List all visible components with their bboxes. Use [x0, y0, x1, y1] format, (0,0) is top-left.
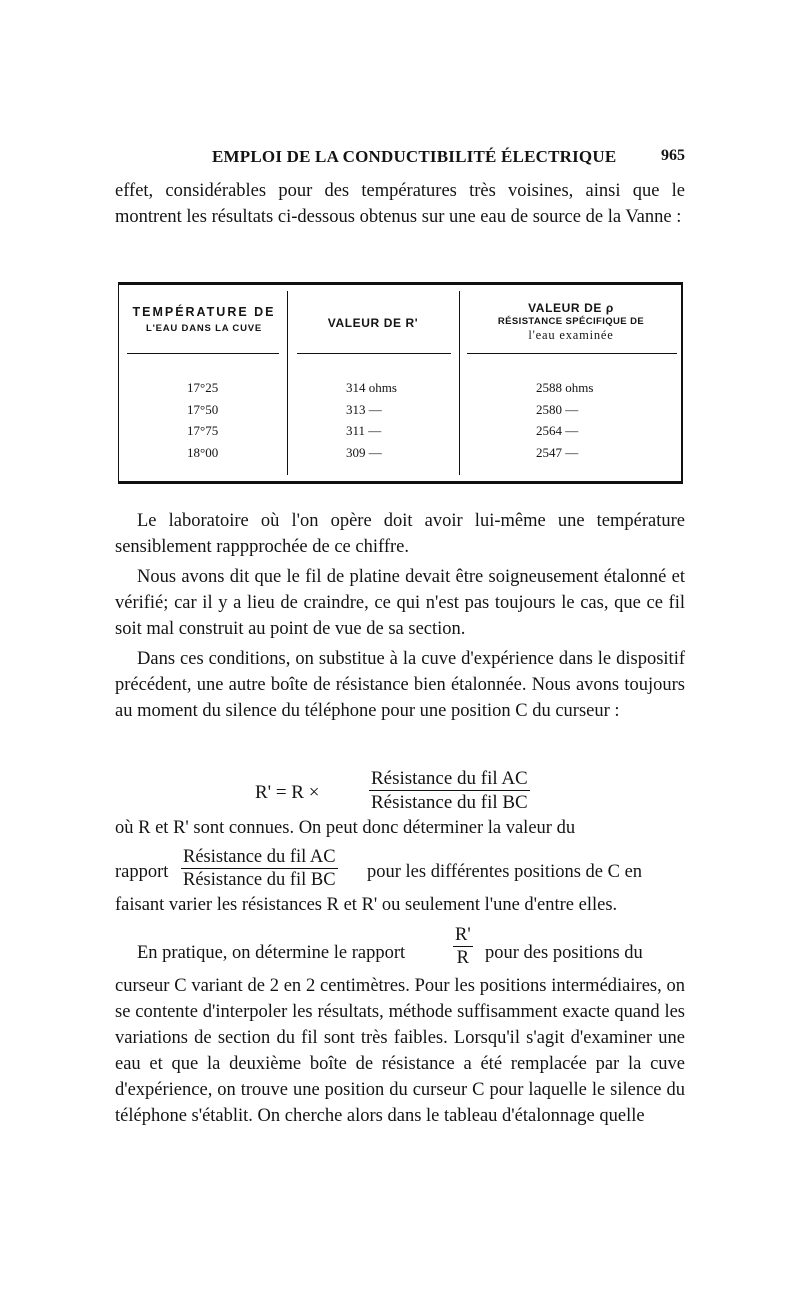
formula-fraction — [369, 768, 530, 815]
ratio-suffix: pour les différentes positions de C en — [367, 862, 643, 882]
r-prime-column — [346, 377, 397, 463]
practice-fraction — [453, 924, 473, 969]
table-cell-r: 309 — — [346, 444, 382, 460]
rho-column — [536, 377, 593, 463]
table-cell-r: 311 — — [346, 423, 382, 438]
text-line-known: où R et R' sont connues. On peut donc déterminer la valeur du — [115, 818, 576, 838]
table-cell-temp: 18°00 — [187, 444, 219, 460]
paragraph-conditions: Dans ces conditions, on substitue à la cuve d'expérience dans le dispositif précédent, une autre boîte de résistance bien étalonnée. Nous avons toujours au moment du silence du téléphone pour une position C du curseur : — [115, 649, 685, 721]
resistance-formula — [255, 768, 555, 822]
running-head — [115, 147, 685, 171]
intro-paragraph: effet, considérables pour des températures très voisines, ainsi que le montrent les résultats ci-dessous obtenus sur une eau de source de la Vanne : — [115, 181, 685, 227]
practice-suffix: pour des positions du — [485, 943, 643, 963]
col1-header-line1: TEMPÉRATURE DE — [132, 305, 276, 319]
temperature-resistance-table — [118, 282, 683, 484]
page-number: 965 — [661, 147, 685, 164]
paragraph-platinum-wire: Nous avons dit que le fil de platine devait être soigneusement étalonné et vérifié; car il y a lieu de craindre, ce qui n'est pas toujours le cas, que ce fil soit mal construit au point de vue de sa section. — [115, 567, 685, 639]
practice-denominator: R — [453, 946, 473, 969]
col2-header: VALEUR DE R' — [327, 316, 419, 330]
formula-numerator: Résistance du fil AC — [371, 768, 528, 789]
col3-header-line3: l'eau examinée — [528, 328, 614, 342]
header-rule — [297, 353, 451, 354]
paragraph-laboratory: Le laboratoire où l'on opère doit avoir lui-même une température sensiblement rappprochée de ce chiffre. — [115, 511, 685, 557]
header-rule — [467, 353, 677, 354]
table-cell-temp: 17°75 — [187, 423, 219, 438]
table-cell-r: 314 ohms — [346, 380, 397, 395]
ratio-denominator: Résistance du fil BC — [183, 870, 336, 890]
header-rule — [127, 353, 279, 354]
running-title: EMPLOI DE LA CONDUCTIBILITÉ ÉLECTRIQUE — [212, 147, 617, 166]
text-line-varying: faisant varier les résistances R et R' ou seulement l'une d'entre elles. — [115, 895, 618, 915]
ratio-numerator: Résistance du fil AC — [183, 847, 336, 867]
column-divider — [287, 291, 288, 475]
table-cell-rho: 2580 — — [536, 401, 579, 417]
practice-prefix: En pratique, on détermine le rapport — [137, 943, 406, 963]
table-cell-r: 313 — — [346, 401, 382, 417]
table-cell-rho: 2564 — — [536, 423, 579, 438]
table-cell-temp: 17°50 — [187, 401, 219, 417]
ratio-prefix: rapport — [115, 862, 169, 882]
paragraph-final: curseur C variant de 2 en 2 centimètres. Pour les positions intermédiaires, on se contente d'interpoler les résultats, méthode suffisamment exacte quand les variations de section du fil sont très faibles. Lorsqu'il s'agit d'examiner une eau et que la deuxième boîte de résistance a été remplacée par la cuve d'expérience, on trouve une position du curseur C pour laquelle le silence du téléphone s'établit. On cherche alors dans le tableau d'étalonnage quelle — [115, 976, 685, 1126]
table-cell-rho: 2547 — — [536, 444, 579, 460]
col1-header-line2: L'EAU DANS LA CUVE — [145, 323, 263, 334]
formula-lhs: R' = R × — [255, 782, 320, 803]
temperature-column — [187, 377, 218, 463]
formula-denominator: Résistance du fil BC — [371, 792, 528, 813]
column-divider — [459, 291, 460, 475]
ratio-fraction — [181, 846, 338, 891]
table-cell-rho: 2588 ohms — [536, 380, 594, 395]
table-cell-temp: 17°25 — [187, 380, 219, 395]
body-text — [115, 508, 685, 724]
col3-header-line1: VALEUR DE ρ — [528, 301, 614, 315]
col3-header-line2: RÉSISTANCE SPÉCIFIQUE DE — [497, 316, 645, 327]
practice-numerator: R' — [455, 925, 471, 945]
